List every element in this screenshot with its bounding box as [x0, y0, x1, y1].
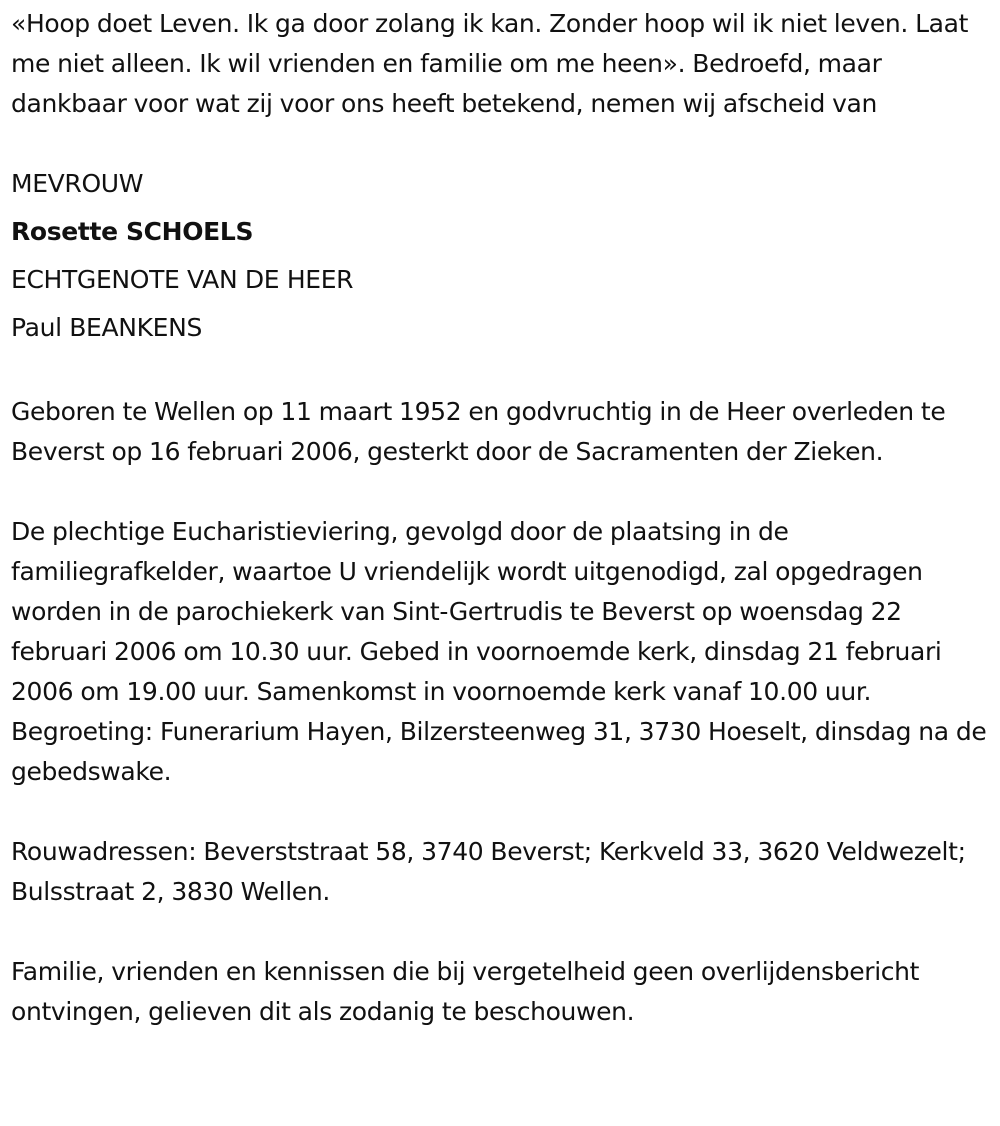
intro-paragraph: «Hoop doet Leven. Ik ga door zolang ik kan. Zonder hoop wil ik niet leven. Laat me niet alleen. Ik wil vrienden en familie om me heen». Bedroefd, maar dankbaar voor wat zij voor ons heeft betekend, nemen wij afscheid van [11, 9, 969, 118]
spouse-name: Paul BEANKENS [11, 313, 202, 342]
spacer [11, 912, 996, 952]
deceased-name-block [11, 160, 996, 352]
spacer [11, 472, 996, 512]
spacer [11, 352, 996, 392]
spacer [11, 792, 996, 832]
addresses-paragraph: Rouwadressen: Beverststraat 58, 3740 Beverst; Kerkveld 33, 3620 Veldwezelt; Bulsstraat 2, 3830 Wellen. [11, 837, 966, 906]
salutation: MEVROUW [11, 169, 144, 198]
ceremony-paragraph: De plechtige Eucharistieviering, gevolgd door de plaatsing in de familiegrafkelder, waartoe U vriendelijk wordt uitgenodigd, zal opgedragen worden in de parochiekerk van Sint-Gertrudis te Beverst op woensdag 22 februari 2006 om 10.30 uur. Gebed in voornoemde kerk, dinsdag 21 februari 2006 om 19.00 uur. Samenkomst in voornoemde kerk vanaf 10.00 uur. Begroeting: Funerarium Hayen, Bilzersteenweg 31, 3730 Hoeselt, dinsdag na de gebedswake. [11, 517, 987, 786]
birth-death-paragraph: Geboren te Wellen op 11 maart 1952 en godvruchtig in de Heer overleden te Beverst op 16 februari 2006, gesterkt door de Sacramenten der Zieken. [11, 397, 946, 466]
obituary-document [11, 4, 996, 1032]
closing-paragraph: Familie, vrienden en kennissen die bij vergetelheid geen overlijdensbericht ontvingen, gelieven dit als zodanig te beschouwen. [11, 957, 920, 1026]
deceased-name: Rosette SCHOELS [11, 217, 254, 246]
relation-label: ECHTGENOTE VAN DE HEER [11, 265, 354, 294]
spacer [11, 124, 996, 164]
